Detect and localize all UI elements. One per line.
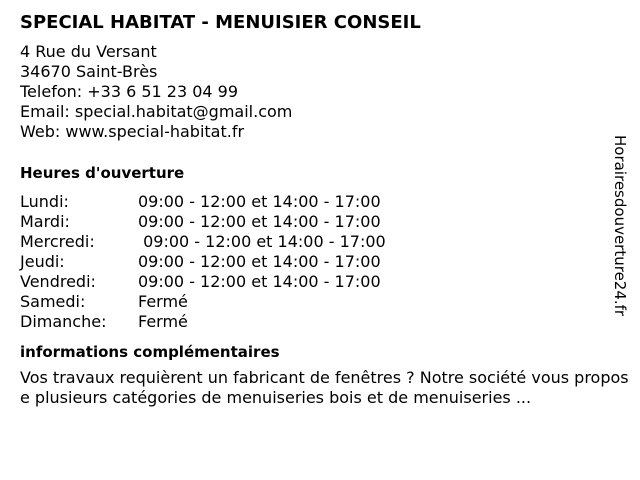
business-name: SPECIAL HABITAT - MENUISIER CONSEIL <box>20 12 421 33</box>
day-hours: Fermé <box>138 292 188 311</box>
hours-row-saturday <box>20 292 632 312</box>
day-label: Mercredi: <box>20 232 95 251</box>
city-postal-code: 34670 Saint-Brès <box>20 62 158 81</box>
day-label: Vendredi: <box>20 272 96 291</box>
day-label: Samedi: <box>20 292 86 311</box>
day-hours: 09:00 - 12:00 et 14:00 - 17:00 <box>138 192 381 211</box>
hours-row-tuesday <box>20 212 632 232</box>
day-hours: Fermé <box>138 312 188 331</box>
opening-hours-table <box>20 192 632 332</box>
additional-info-heading: informations complémentaires <box>20 343 280 361</box>
day-hours: 09:00 - 12:00 et 14:00 - 17:00 <box>138 212 381 231</box>
hours-row-thursday <box>20 252 632 272</box>
hours-row-friday <box>20 272 632 292</box>
day-label: Lundi: <box>20 192 69 211</box>
day-label: Jeudi: <box>20 252 65 271</box>
day-hours: 09:00 - 12:00 et 14:00 - 17:00 <box>138 252 381 271</box>
additional-info-text: Vos travaux requièrent un fabricant de fenêtres ? Notre société vous propose plusieurs catégories de menuiseries bois et de menuiseries ... <box>20 368 629 407</box>
website: Web: www.special-habitat.fr <box>20 122 245 141</box>
email-address: Email: special.habitat@gmail.com <box>20 102 293 121</box>
day-hours: 09:00 - 12:00 et 14:00 - 17:00 <box>138 232 386 251</box>
day-label: Dimanche: <box>20 312 107 331</box>
business-listing <box>20 12 632 408</box>
hours-row-monday <box>20 192 632 212</box>
opening-hours-heading: Heures d'ouverture <box>20 164 185 182</box>
phone-number: Telefon: +33 6 51 23 04 99 <box>20 82 239 101</box>
contact-block <box>20 42 632 142</box>
day-hours: 09:00 - 12:00 et 14:00 - 17:00 <box>138 272 381 291</box>
hours-row-sunday <box>20 312 632 332</box>
hours-row-wednesday <box>20 232 632 252</box>
day-label: Mardi: <box>20 212 70 231</box>
site-watermark: Horairesdouverture24.fr <box>611 135 629 317</box>
street-address: 4 Rue du Versant <box>20 42 157 61</box>
